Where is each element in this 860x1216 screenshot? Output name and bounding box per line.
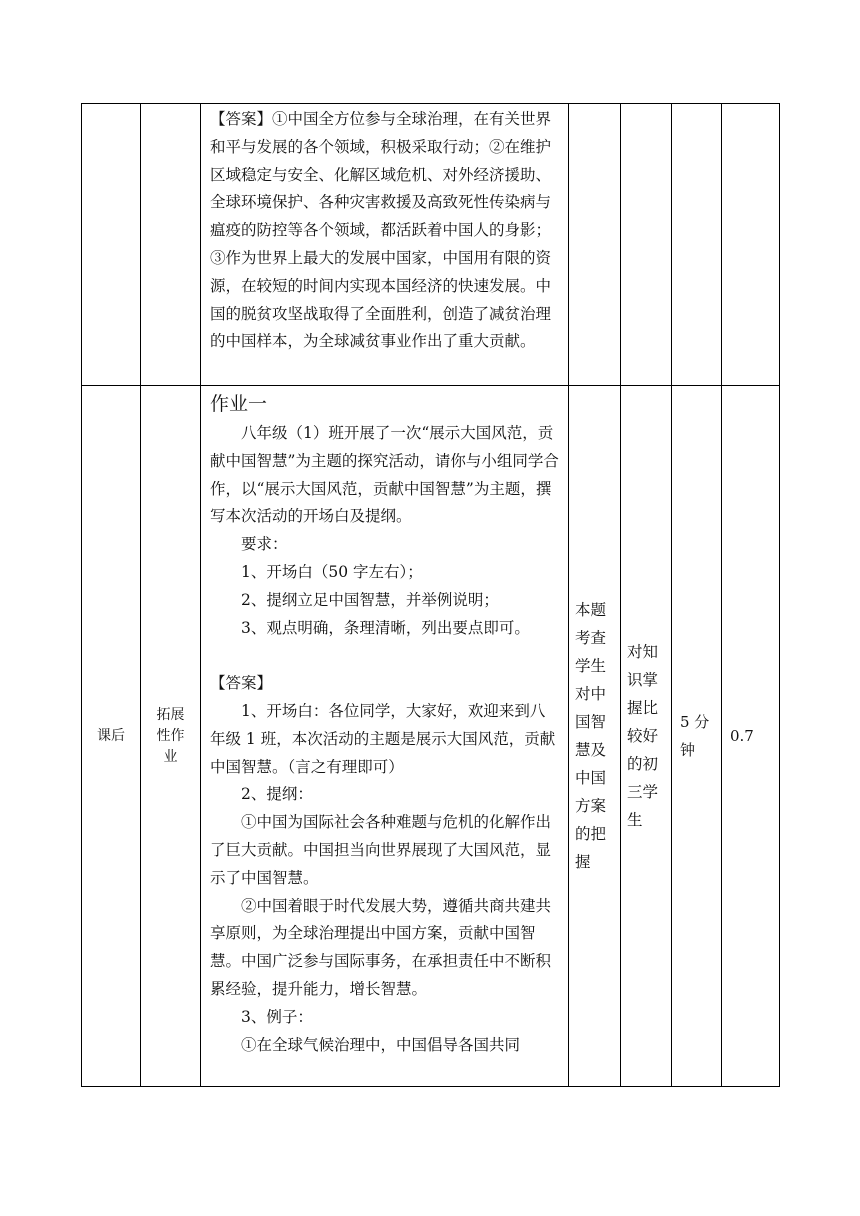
content-cell [201,386,569,1087]
time-cell-empty [672,104,722,386]
answer-line: 2、提纲： [241,785,313,804]
target-cell [621,386,672,1087]
requirement-item: 2、提纲立足中国智慧，并举例说明； [241,590,499,609]
difficulty-cell [722,386,780,1087]
target-cell-empty [621,104,672,386]
type-cell-empty [141,104,201,386]
requirement-item: 1、开场白（50 字左右）； [241,562,423,581]
stage-label: 课后 [97,728,125,744]
purpose-cell-empty [569,104,621,386]
table-row [82,386,780,1087]
difficulty-value: 0.7 [730,727,754,745]
time-cell [672,386,722,1087]
difficulty-cell-empty [722,104,780,386]
stage-cell-empty [82,104,141,386]
purpose-cell [569,386,621,1087]
requirement-item: 3、观点明确，条理清晰，列出要点即可。 [241,618,530,637]
answer-line: 3、例子： [241,1007,313,1026]
stage-cell [82,386,141,1087]
answer-line: ①在全球气候治理中，中国倡导各国共同 [241,1035,521,1054]
target-text: 对知识掌握比较好的初三学生 [627,643,659,829]
homework-table [81,103,780,1087]
purpose-text: 本题考查学生对中国智慧及中国方案的把握 [575,601,607,871]
homework-title: 作业一 [210,393,268,415]
answer-line: ①中国为国际社会各种难题与危机的化解作出了巨大贡献。中国担当向世界展现了大国风范，显示了中国智慧。 [210,813,552,887]
answer-text: 【答案】①中国全方位参与全球治理，在有关世界和平与发展的各个领域，积极采取行动；②在维护区域稳定与安全、化解区域危机、对外经济援助、全球环境保护、各种灾害救援及高致死性传染病与瘟疫的防控等各个领域，都活跃着中国人的身影；③作为世界上最大的发展中国家，中国用有限的资源，在较短的时间内实现本国经济的快速发展。中国的脱贫攻坚战取得了全面胜利，创造了减贫治理的中国样本，为全球减贫事业作出了重大贡献。 [210,110,552,351]
type-cell [141,386,201,1087]
answer-label: 【答案】 [210,674,273,693]
answer-line: 1、开场白：各位同学，大家好，欢迎来到八年级 1 班，本次活动的主题是展示大国风范，贡献中国智慧。（言之有理即可） [210,701,556,776]
table-row [82,104,780,386]
requirements-label: 要求： [241,535,288,554]
task-text: 八年级（1）班开展了一次“展示大国风范，贡献中国智慧”为主题的探究活动，请你与小组同学合作，以“展示大国风范，贡献中国智慧”为主题，撰写本次活动的开场白及提纲。 [210,424,559,526]
time-text: 5 分钟 [680,713,710,759]
content-cell [201,104,569,386]
answer-line: ②中国着眼于时代发展大势，遵循共商共建共享原则，为全球治理提出中国方案，贡献中国智慧。中国广泛参与国际事务，在承担责任中不断积累经验，提升能力，增长智慧。 [210,896,552,998]
type-label: 拓展性作业 [156,706,185,765]
